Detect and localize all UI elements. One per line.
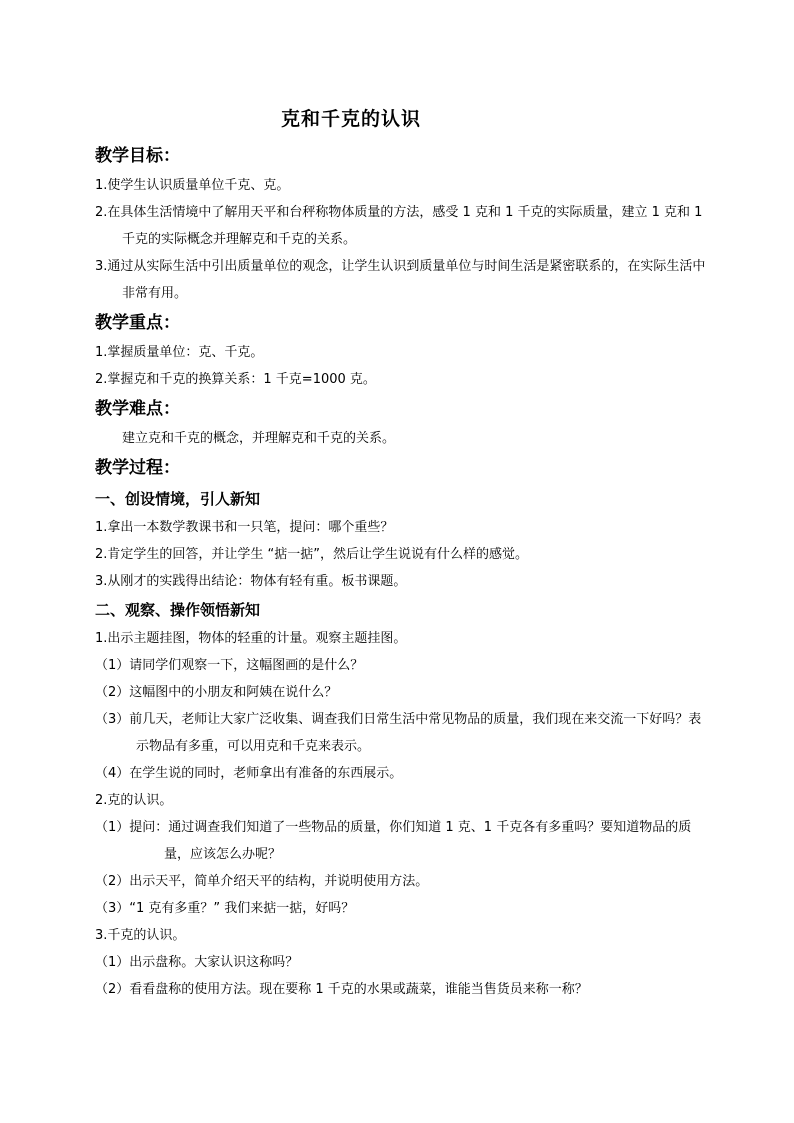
key-points-heading: 教学重点：	[95, 313, 180, 333]
section-2-item-2: 2.克的认识。	[95, 793, 173, 808]
section-2-item-1-sub-4: （4）在学生说的同时，老师拿出有准备的东西展示。	[95, 766, 403, 781]
section-2-item-2-sub-3: （3）“1 克有多重？” 我们来掂一掂，好吗？	[95, 901, 355, 916]
objective-item-2: 2.在具体生活情境中了解用天平和台秤称物体质量的方法，感受 1 克和 1 千克的实际质量，建立 1 克和 1 千克的实际概念并理解克和千克的关系。	[95, 205, 703, 247]
section-2-item-2-sub-2: （2）出示天平，简单介绍天平的结构，并说明使用方法。	[95, 874, 429, 889]
section-2-item-1-sub-1: （1）请同学们观察一下，这幅图画的是什么？	[95, 658, 364, 673]
section-2-item-2-sub-1: （1）提问：通过调查我们知道了一些物品的质量，你们知道 1 克、1 千克各有多重吗？要知道物品的质量，应该怎么办呢？	[95, 820, 692, 862]
objectives-heading: 教学目标：	[95, 146, 180, 166]
section-2-item-3-sub-2: （2）看看盘称的使用方法。现在要称 1 千克的水果或蔬菜，谁能当售货员来称一称？	[95, 982, 588, 997]
section-2-item-1-sub-2: （2）这幅图中的小朋友和阿姨在说什么？	[95, 685, 338, 700]
section-2-heading: 二、观察、操作领悟新知	[95, 601, 261, 619]
section-2-item-3-sub-1: （1）出示盘称。大家认识这称吗？	[95, 955, 299, 970]
section-1-heading: 一、创设情境，引人新知	[95, 490, 261, 508]
section-1-item-3: 3.从刚才的实践得出结论：物体有轻有重。板书课题。	[95, 574, 407, 589]
process-heading: 教学过程：	[95, 458, 180, 478]
objective-item-3: 3.通过从实际生活中引出质量单位的观念，让学生认识到质量单位与时间生活是紧密联系的，在实际生活中非常有用。	[95, 259, 706, 301]
section-2-item-3: 3.千克的认识。	[95, 928, 186, 943]
section-1-item-2: 2.肯定学生的回答，并让学生 “掂一掂”，然后让学生说说有什么样的感觉。	[95, 547, 529, 562]
section-2-item-1-sub-3: （3）前几天，老师让大家广泛收集、调查我们日常生活中常见物品的质量，我们现在来交流一下好吗？表示物品有多重，可以用克和千克来表示。	[95, 712, 702, 754]
key-point-item-1: 1.掌握质量单位：克、千克。	[95, 345, 264, 360]
key-point-item-2: 2.掌握克和千克的换算关系：1 千克=1000 克。	[95, 372, 376, 387]
document-body	[95, 140, 707, 1003]
objective-item-1: 1.使学生认识质量单位千克、克。	[95, 178, 290, 193]
difficulties-heading: 教学难点：	[95, 399, 180, 419]
document-title: 克和千克的认识	[280, 108, 421, 130]
difficulties-text: 建立克和千克的概念，并理解克和千克的关系。	[122, 431, 396, 446]
section-1-item-1: 1.拿出一本数学教课书和一只笔，提问：哪个重些？	[95, 520, 394, 535]
section-2-item-1: 1.出示主题挂图，物体的轻重的计量。观察主题挂图。	[95, 631, 407, 646]
